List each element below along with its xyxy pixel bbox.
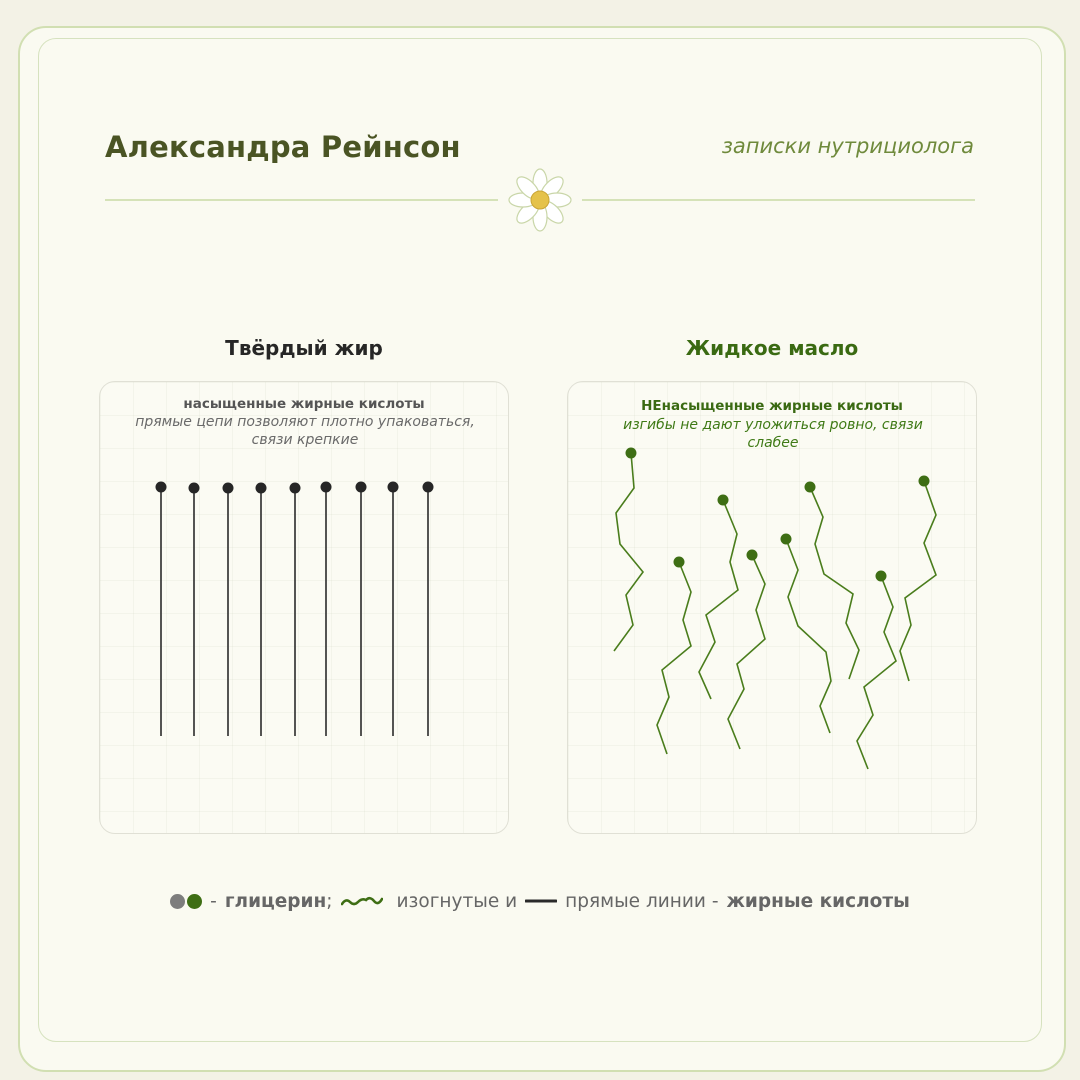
author-name: Александра Рейнсон [105, 130, 461, 164]
legend-straight: прямые линии - [565, 890, 719, 912]
glycerin-head [256, 483, 267, 494]
saturated-title: насыщенные жирные кислоты [183, 396, 425, 412]
unsaturated-description: изгибы не дают уложиться ровно, связи слабее [623, 417, 923, 451]
wavy-line-icon [341, 893, 383, 909]
straight-chains [100, 382, 509, 834]
legend-fatty-acids: жирные кислоты [726, 890, 910, 912]
liquid-oil-panel [567, 381, 977, 834]
straight-chain [321, 482, 332, 737]
bent-chain [900, 476, 936, 682]
glycerin-head [747, 550, 758, 561]
saturated-description: прямые цепи позволяют плотно упаковаться, связи крепкие [135, 414, 475, 448]
straight-chain [156, 482, 167, 737]
bent-chain [805, 482, 860, 680]
glycerin-head [156, 482, 167, 493]
solid-fat-panel [99, 381, 509, 834]
daisy-icon [506, 168, 574, 232]
bent-fatty-acid-line [786, 539, 831, 733]
legend-curved: изогнутые и [396, 890, 518, 912]
solid-fat-heading: Твёрдый жир [225, 336, 383, 360]
bent-fatty-acid-line [728, 555, 765, 749]
bent-chain [728, 550, 765, 750]
bent-fatty-acid-line [657, 562, 691, 754]
glycerin-head [674, 557, 685, 568]
divider-left [105, 199, 498, 201]
bent-fatty-acid-line [900, 481, 936, 681]
legend [0, 888, 1080, 914]
straight-chain [223, 483, 234, 737]
bent-chain [699, 495, 738, 700]
legend-semicolon: ; [326, 890, 333, 912]
straight-chain [290, 483, 301, 737]
bent-fatty-acid-line [699, 500, 738, 699]
legend-glycerin: глицерин [224, 890, 327, 912]
glycerin-head [388, 482, 399, 493]
bent-chain [657, 557, 691, 755]
glycerin-head [718, 495, 729, 506]
glycerin-head [189, 483, 200, 494]
bent-chains [568, 382, 977, 834]
bent-chain [781, 534, 832, 734]
glycerin-green-dot [187, 894, 202, 909]
straight-chain [423, 482, 434, 737]
glycerin-head [290, 483, 301, 494]
glycerin-head [356, 482, 367, 493]
bent-fatty-acid-line [614, 453, 643, 651]
bent-chain [614, 448, 643, 652]
glycerin-head [805, 482, 816, 493]
straight-chain [189, 483, 200, 737]
blog-subtitle: записки нутрициолога [721, 134, 974, 158]
glycerin-gray-dot [170, 894, 185, 909]
glycerin-head [423, 482, 434, 493]
straight-line-icon [525, 896, 557, 906]
glycerin-head [626, 448, 637, 459]
legend-dash: - [210, 890, 217, 912]
glycerin-head [876, 571, 887, 582]
bent-fatty-acid-line [810, 487, 859, 679]
straight-chain [388, 482, 399, 737]
straight-chain [256, 483, 267, 737]
glycerin-head [321, 482, 332, 493]
glycerin-head [919, 476, 930, 487]
glycerin-head [781, 534, 792, 545]
bent-chain [857, 571, 896, 770]
bent-fatty-acid-line [857, 576, 896, 769]
divider-right [582, 199, 975, 201]
unsaturated-title: НЕнасыщенные жирные кислоты [641, 398, 903, 414]
liquid-oil-heading: Жидкое масло [685, 336, 859, 360]
glycerin-head [223, 483, 234, 494]
straight-chain [356, 482, 367, 737]
